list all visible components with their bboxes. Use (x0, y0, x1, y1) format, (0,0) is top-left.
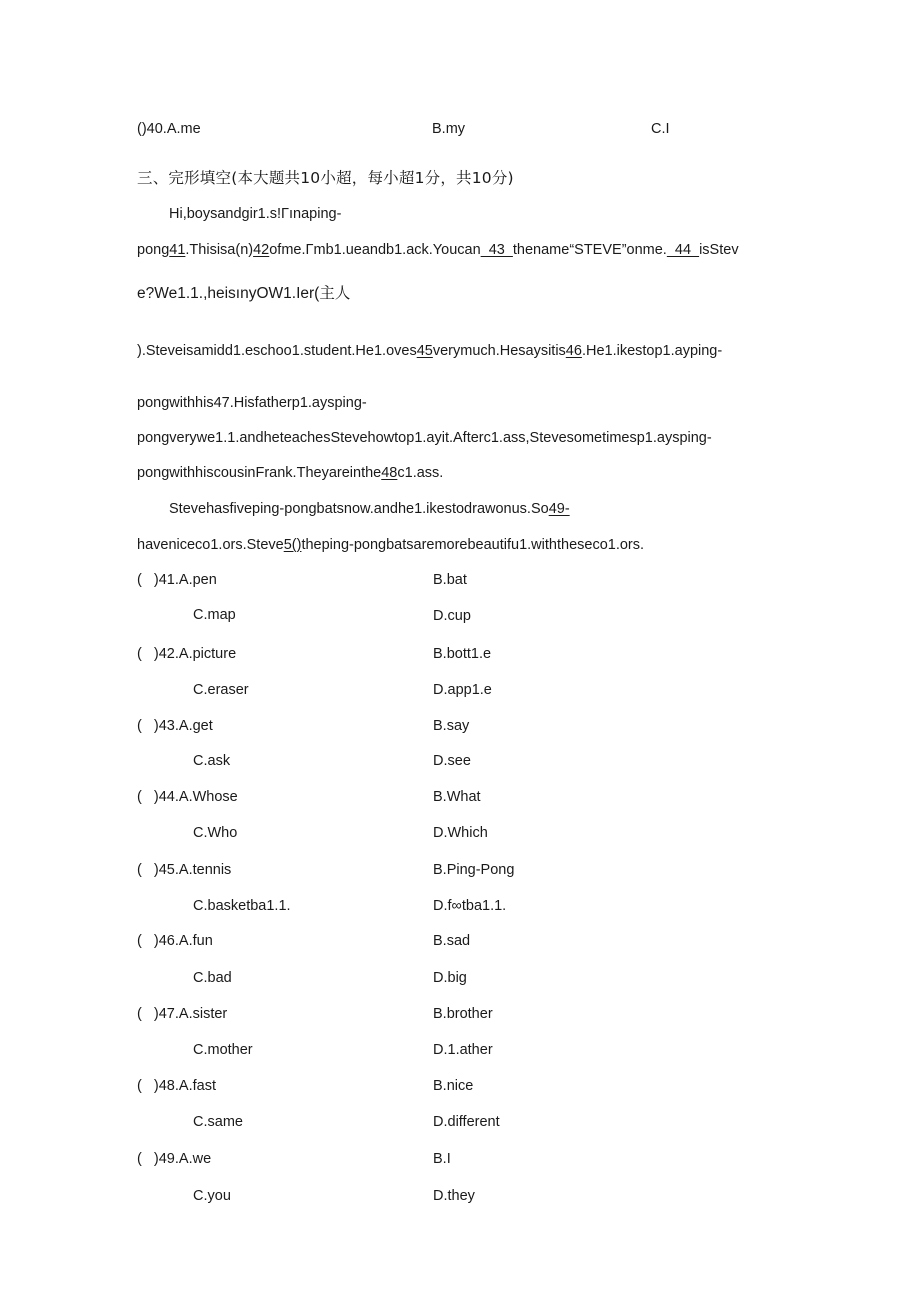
blank-49: 49- (548, 501, 570, 517)
option-a: A.we (178, 1151, 212, 1167)
option-c: C.mother (193, 1042, 253, 1058)
question-number: ( )45. (137, 862, 179, 878)
question-number: ( )48. (137, 1078, 179, 1094)
passage-line-9: haveniceco1.ors.Steve5()theping-pongbatsaremorebeautifu1.withtheseco1.ors. (137, 537, 645, 553)
option-c: C.Who (193, 825, 238, 841)
option-c: C.bad (193, 970, 232, 986)
passage-line-5: pongwithhis47.Hisfatherp1.aysping- (137, 395, 367, 411)
passage-line-3: e?We1.1.,heisınyOW1.Ier(主人 (137, 285, 351, 302)
option-a: A.Whose (178, 789, 238, 805)
passage-line-2: pong41.Thisisa(n)42ofme.Γmb1.ueandb1.ack.Youcan 43 thename“STEVE”onme. 44 isStev (137, 242, 739, 258)
option-b: B.I (433, 1151, 451, 1167)
question-number: ( )46. (137, 933, 179, 949)
blank-44: 44 (666, 242, 700, 258)
option-b: B.say (433, 718, 470, 734)
option-d: D.see (433, 753, 471, 769)
blank-46: 46 (565, 343, 582, 359)
option-c: C.map (193, 607, 236, 623)
option-a: A.get (178, 718, 213, 734)
blank-43: 43 (480, 242, 513, 258)
option-d: D.big (433, 970, 467, 986)
blank-42: 42 (253, 242, 270, 258)
section-heading: 三、完形填空(本大题共10小超，每小超1分，共10分) (137, 169, 514, 187)
passage-line-4: ).Steveisamidd1.eschoo1.student.He1.oves45verymuch.Hesaysitis46.He1.ikestop1.ayping- (137, 343, 723, 359)
q40-line (137, 122, 201, 137)
q40-option-c: C.I (651, 121, 670, 137)
passage-line-6: pongverywe1.1.andheteachesStevehowtop1.ayit.Afterc1.ass,Stevesometimesp1.aysping- (137, 430, 712, 446)
option-b: B.Ping-Pong (433, 862, 515, 878)
question-number: ( )42. (137, 646, 179, 662)
passage-line-7: pongwithhiscousinFrank.Theyareinthe48c1.ass. (137, 465, 444, 481)
option-a: A.fast (178, 1078, 216, 1094)
blank-45: 45 (416, 343, 433, 359)
option-d: D.they (433, 1188, 475, 1204)
option-c: C.ask (193, 753, 231, 769)
question-number: ( )44. (137, 789, 179, 805)
option-a: A.sister (178, 1006, 228, 1022)
blank-48: 48 (381, 465, 398, 481)
blank-50: 5() (283, 537, 302, 553)
option-c: C.same (193, 1114, 243, 1130)
q40-number: ()40. (137, 121, 167, 137)
option-c: C.eraser (193, 682, 249, 698)
option-d: D.different (433, 1114, 500, 1130)
option-d: D.f∞tba1.1. (433, 898, 507, 914)
question-number: ( )43. (137, 718, 179, 734)
option-a: A.pen (178, 572, 217, 588)
option-b: B.What (433, 789, 481, 805)
option-d: D.Which (433, 825, 488, 841)
option-a: A.picture (178, 646, 237, 662)
q40-option-b: B.my (432, 121, 466, 137)
q40-option-a: A.me (166, 121, 201, 137)
option-c: C.basketba1.1. (193, 898, 291, 914)
option-b: B.bott1.e (433, 646, 492, 662)
option-d: D.1.ather (433, 1042, 493, 1058)
option-d: D.app1.e (433, 682, 492, 698)
option-b: B.nice (433, 1078, 474, 1094)
option-d: D.cup (433, 608, 471, 624)
question-number: ( )41. (137, 572, 179, 588)
option-c: C.you (193, 1188, 231, 1204)
option-a: A.tennis (178, 862, 232, 878)
option-b: B.brother (433, 1006, 493, 1022)
question-number: ( )49. (137, 1151, 179, 1167)
passage-line-1: Hi,boysandgir1.s!Γınaping- (169, 206, 342, 222)
passage-line-8: Stevehasfiveping-pongbatsnow.andhe1.ikestodrawonus.So49- (169, 501, 570, 517)
blank-41: 41 (169, 242, 186, 258)
question-number: ( )47. (137, 1006, 179, 1022)
option-b: B.sad (433, 933, 471, 949)
option-b: B.bat (433, 572, 467, 588)
option-a: A.fun (178, 933, 213, 949)
